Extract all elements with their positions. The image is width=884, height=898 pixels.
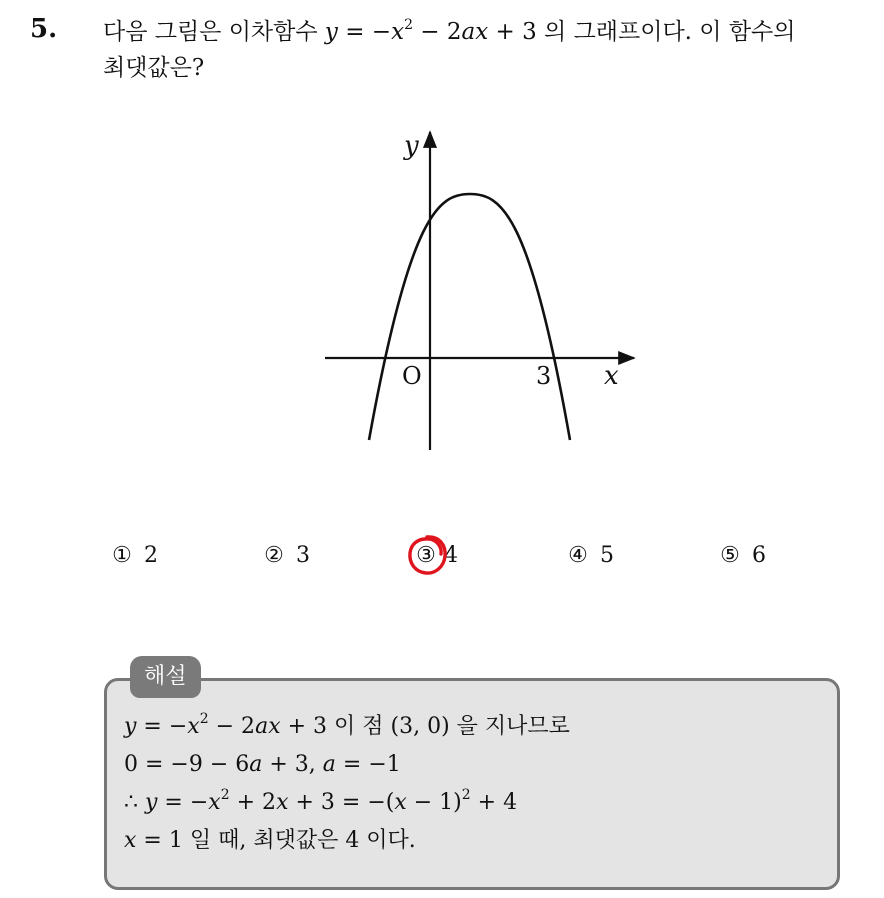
choice-mark: ① — [112, 543, 132, 568]
choice-value: 2 — [144, 543, 158, 568]
expr-part: = −1 — [335, 752, 401, 777]
expr-part: + 2 — [229, 790, 277, 815]
var-y: y — [324, 19, 338, 45]
question-number: 5. — [30, 14, 58, 44]
parabola-graph — [300, 110, 660, 460]
expr-part: = − — [136, 714, 188, 739]
origin-label: O — [402, 362, 422, 390]
var-x: x — [391, 19, 405, 45]
var-x: x — [268, 714, 281, 739]
question-text — [103, 14, 873, 86]
var-x: x — [187, 714, 200, 739]
function-expression — [325, 19, 537, 45]
var-a: a — [249, 752, 263, 777]
question-lead: 다음 그림은 이차함수 — [103, 19, 325, 45]
question-tail: 의 그래프이다. 이 함수의 — [536, 19, 796, 45]
var-x: x — [475, 19, 489, 45]
choice-mark: ④ — [568, 543, 588, 568]
expr-part: + 3 이 점 (3, 0) 을 지나므로 — [280, 714, 570, 739]
solution-content — [124, 708, 824, 860]
exponent: 2 — [220, 787, 230, 803]
exponent: 2 — [461, 787, 471, 803]
choice-5[interactable] — [716, 538, 766, 574]
solution-line-3 — [124, 784, 824, 822]
x-axis-label: x — [604, 361, 619, 391]
var-a: a — [322, 752, 336, 777]
question-line2: 최댓값은? — [103, 55, 205, 81]
answer-choices — [0, 538, 884, 578]
therefore-symbol: ∴ — [124, 790, 145, 815]
solution-line-4 — [124, 822, 824, 860]
solution-line-1 — [124, 708, 824, 746]
root-label: 3 — [536, 362, 552, 390]
choice-4[interactable] — [564, 538, 614, 574]
choice-value: 6 — [752, 543, 766, 568]
var-a: a — [255, 714, 269, 739]
y-axis-label: y — [404, 131, 419, 161]
expr-part: − 2 — [412, 19, 462, 45]
var-y: y — [145, 790, 158, 815]
choice-mark: ② — [264, 543, 284, 568]
expr-part: − 1) — [406, 790, 462, 815]
choice-mark: ⑤ — [720, 543, 740, 568]
var-x: x — [276, 790, 289, 815]
choice-1[interactable] — [108, 538, 158, 574]
expr-part: = 1 일 때, 최댓값은 4 이다. — [136, 828, 416, 853]
var-x: x — [124, 828, 137, 853]
expr-part: + 3 = −( — [288, 790, 395, 815]
choice-2[interactable] — [260, 538, 310, 574]
var-a: a — [461, 19, 476, 45]
var-x: x — [208, 790, 221, 815]
var-y: y — [124, 714, 137, 739]
solution-line-2 — [124, 746, 824, 784]
exponent: 2 — [404, 17, 413, 33]
choice-mark: ③ — [416, 543, 436, 568]
expr-part: = − — [157, 790, 209, 815]
expr-part: + 3 — [488, 19, 537, 45]
var-x: x — [394, 790, 407, 815]
expr-part: + 3, — [262, 752, 323, 777]
choice-value: 5 — [600, 543, 614, 568]
expr-part: − 2 — [208, 714, 256, 739]
expr-part: + 4 — [470, 790, 518, 815]
expr-part: = − — [337, 19, 392, 45]
expr-part: 0 = −9 − 6 — [124, 752, 250, 777]
choice-value: 4 — [444, 543, 458, 568]
exponent: 2 — [199, 711, 209, 727]
parabola-curve — [369, 194, 570, 440]
solution-tab: 해설 — [130, 656, 201, 698]
choice-3[interactable] — [412, 538, 458, 574]
choice-value: 3 — [296, 543, 310, 568]
